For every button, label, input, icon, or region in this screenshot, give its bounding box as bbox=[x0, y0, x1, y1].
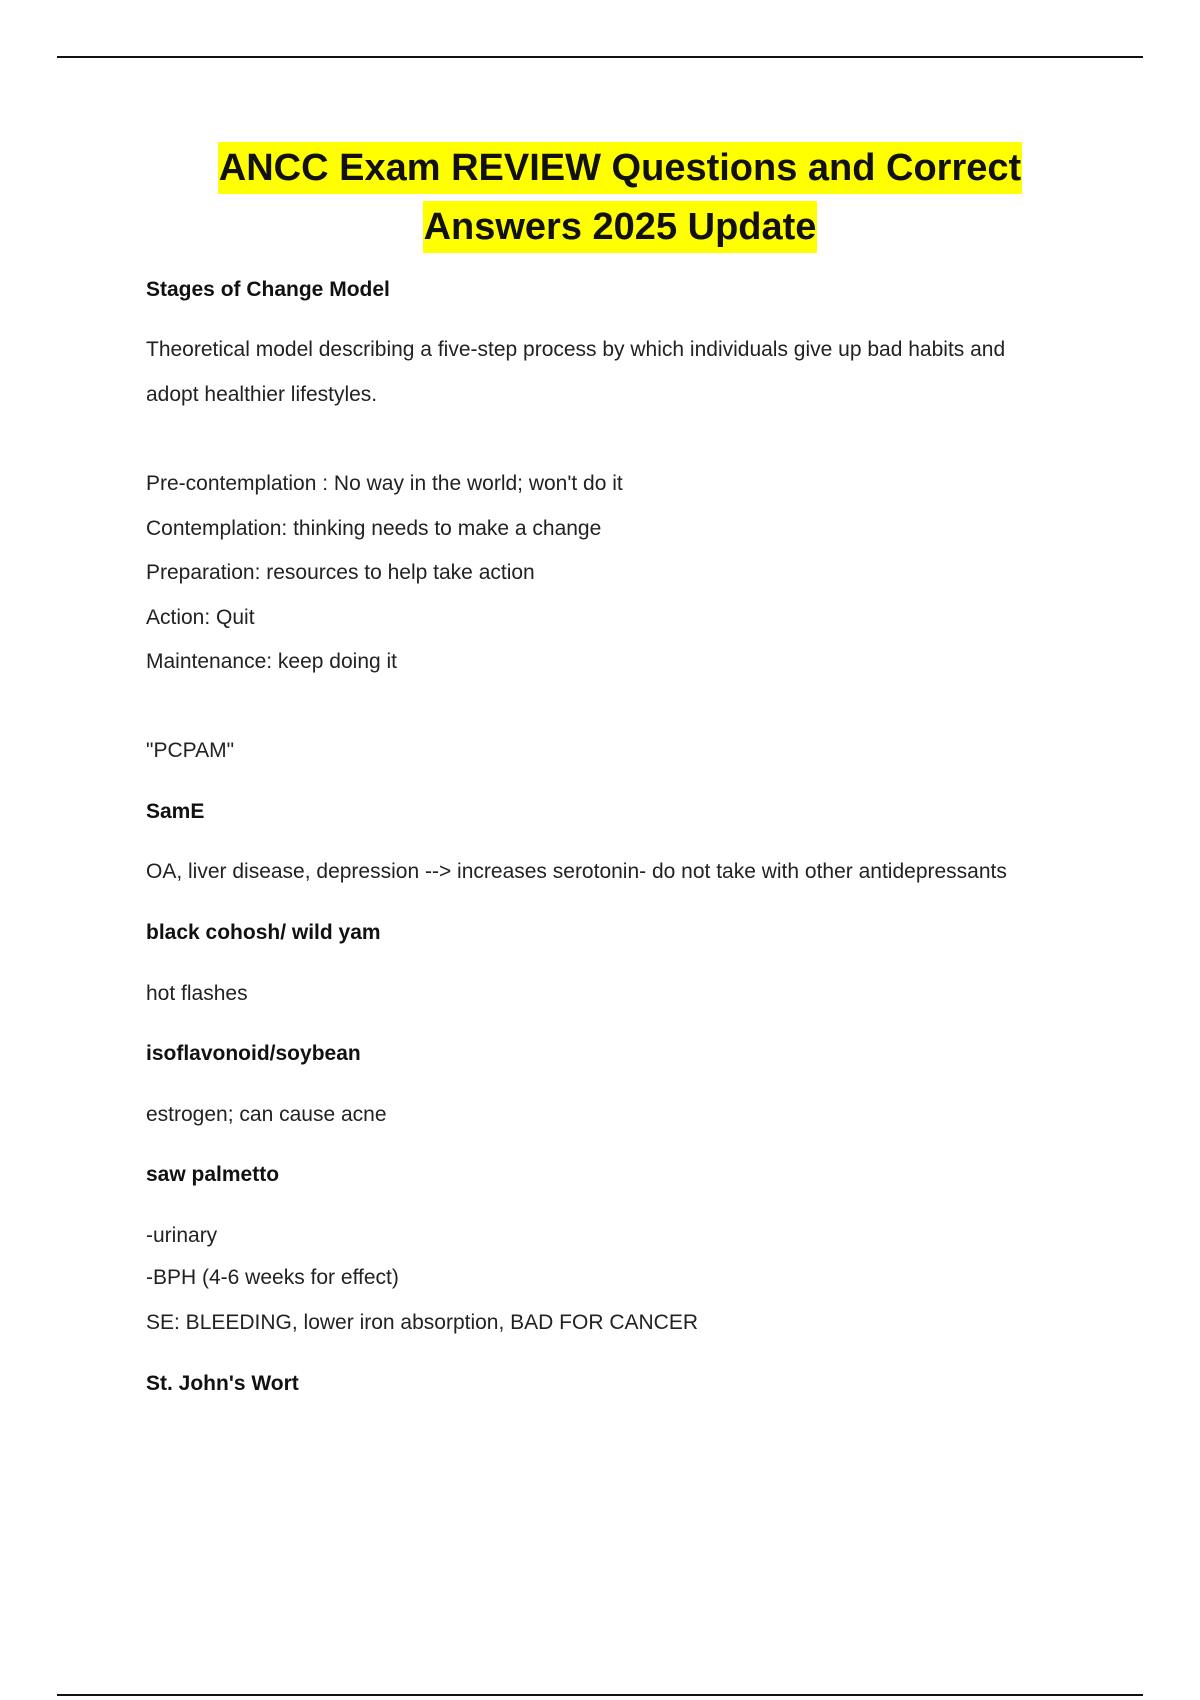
definition-line: hot flashes bbox=[146, 982, 248, 1005]
definition-line: -urinary bbox=[146, 1224, 218, 1247]
term-saw-palmetto: saw palmetto bbox=[146, 1163, 280, 1186]
definition-line: Theoretical model describing a five-step process by which individuals give up bad habits and bbox=[146, 338, 1006, 361]
definition-line: Pre-contemplation : No way in the world; won't do it bbox=[146, 472, 623, 495]
definition-line: Action: Quit bbox=[146, 606, 255, 629]
footer-rule bbox=[57, 1694, 1143, 1696]
title-line-2: Answers 2025 Update bbox=[423, 201, 818, 253]
term-st-johns-wort: St. John's Wort bbox=[146, 1372, 299, 1395]
term-isoflavonoid: isoflavonoid/soybean bbox=[146, 1042, 361, 1065]
definition-line: adopt healthier lifestyles. bbox=[146, 383, 378, 406]
definition-line: SE: BLEEDING, lower iron absorption, BAD FOR CANCER bbox=[146, 1311, 699, 1334]
definition-line: OA, liver disease, depression --> increases serotonin- do not take with other antidepressants bbox=[146, 860, 1007, 883]
term-same: SamE bbox=[146, 800, 205, 823]
definition-line: "PCPAM" bbox=[146, 739, 235, 762]
term-black-cohosh: black cohosh/ wild yam bbox=[146, 921, 381, 944]
document-title bbox=[0, 142, 1200, 260]
term-stages-of-change: Stages of Change Model bbox=[146, 278, 390, 301]
definition-line: Contemplation: thinking needs to make a change bbox=[146, 517, 602, 540]
title-line-1: ANCC Exam REVIEW Questions and Correct bbox=[218, 142, 1022, 194]
definition-line: estrogen; can cause acne bbox=[146, 1103, 387, 1126]
definition-line: -BPH (4-6 weeks for effect) bbox=[146, 1266, 399, 1289]
definition-line: Preparation: resources to help take action bbox=[146, 561, 535, 584]
definition-line: Maintenance: keep doing it bbox=[146, 650, 398, 673]
header-rule bbox=[57, 56, 1143, 58]
